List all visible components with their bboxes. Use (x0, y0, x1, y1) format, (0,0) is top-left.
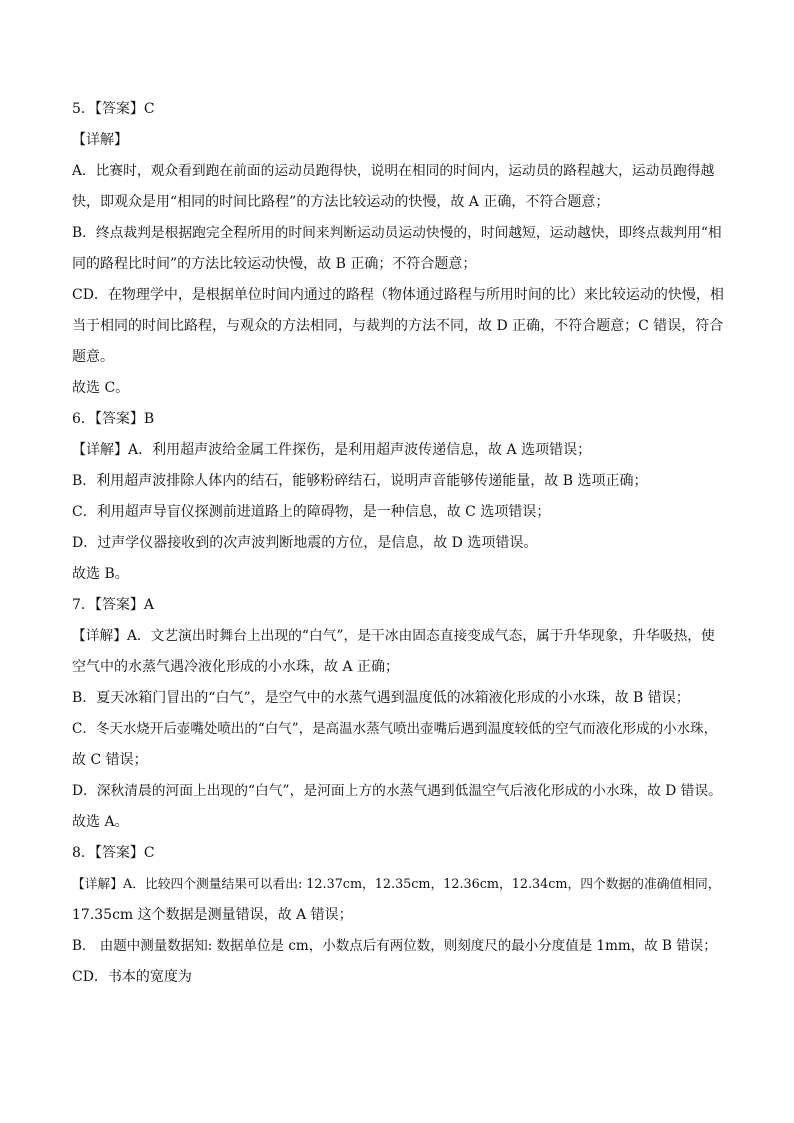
q5-conclusion: 故选 C。 (72, 380, 130, 396)
q8-option-cd: CD．书本的宽度为 (72, 969, 192, 985)
q6-answer-heading: 6．【答案】B (72, 411, 155, 427)
q5-option-b-line2: 同的路程比时间”的方法比较运动快慢，故 B 正确；不符合题意； (72, 256, 477, 272)
q6-option-b: B．利用超声波排除人体内的结石，能够粉碎结石，说明声音能够传递能量，故 B 选项正确； (72, 473, 648, 489)
q5-option-cd-line3: 题意。 (72, 349, 114, 365)
q7-option-d: D．深秋清晨的河面上出现的“白气”，是河面上方的水蒸气遇到低温空气后液化形成的小水珠，故 D 错误。 (72, 783, 722, 799)
q5-explanation-label: 【详解】 (72, 132, 128, 148)
q6-conclusion: 故选 B。 (72, 566, 129, 582)
q7-option-b: B．夏天冰箱门冒出的“白气”，是空气中的水蒸气遇到温度低的冰箱液化形成的小水珠，故 B 错误； (72, 690, 690, 706)
q7-answer-heading: 7．【答案】A (72, 597, 155, 613)
q8-option-b: B． 由题中测量数据知: 数据单位是 cm，小数点后有两位数，则刻度尺的最小分度值是 1mm，故 B 错误； (72, 938, 717, 954)
q7-option-a-line2: 空气中的水蒸气遇冷液化形成的小水珠，故 A 正确； (72, 659, 400, 675)
q5-option-b-line1: B．终点裁判是根据跑完全程所用的时间来判断运动员运动快慢的，时间越短，运动越快，即终点裁判用“相 (72, 225, 722, 241)
answer-document (72, 94, 724, 993)
q5-answer-heading: 5．【答案】C (72, 101, 155, 117)
q7-conclusion: 故选 A。 (72, 814, 129, 830)
q8-answer-heading: 8．【答案】C (72, 845, 155, 861)
q6-option-a: 【详解】A．利用超声波给金属工件探伤，是利用超声波传递信息，故 A 选项错误； (72, 442, 592, 458)
q8-option-a-line1: 【详解】A．比较四个测量结果可以看出: 12.37cm，12.35cm，12.36cm，12.34cm，四个数据的准确值相同， (72, 877, 721, 892)
q7-option-c-line1: C．冬天水烧开后壶嘴处喷出的“白气”，是高温水蒸气喷出壶嘴后遇到温度较低的空气而液化形成的小水珠， (72, 721, 718, 737)
q5-option-cd-line1: CD．在物理学中，是根据单位时间内通过的路程（物体通过路程与所用时间的比）来比较运动的快慢，相 (72, 287, 724, 303)
q7-option-a-line1: 【详解】A．文艺演出时舞台上出现的“白气”，是干冰由固态直接变成气态，属于升华现象，升华吸热，使 (72, 628, 715, 644)
q5-option-a-line2: 快，即观众是用“相同的时间比路程”的方法比较运动的快慢，故 A 正确，不符合题意； (72, 194, 610, 210)
q6-option-c: C．利用超声导盲仪探测前进道路上的障碍物，是一种信息，故 C 选项错误； (72, 504, 551, 520)
q7-option-c-line2: 故 C 错误； (72, 752, 148, 768)
q8-option-a-line2: 17.35cm 这个数据是测量错误，故 A 错误； (72, 907, 353, 923)
q5-option-cd-line2: 当于相同的时间比路程，与观众的方法相同，与裁判的方法不同，故 D 正确，不符合题意；C 错误，符合 (72, 318, 724, 334)
q6-option-d: D．过声学仪器接收到的次声波判断地震的方位，是信息，故 D 选项错误。 (72, 535, 538, 551)
q5-option-a-line1: A．比赛时，观众看到跑在前面的运动员跑得快，说明在相同的时间内，运动员的路程越大，运动员跑得越 (72, 163, 715, 179)
